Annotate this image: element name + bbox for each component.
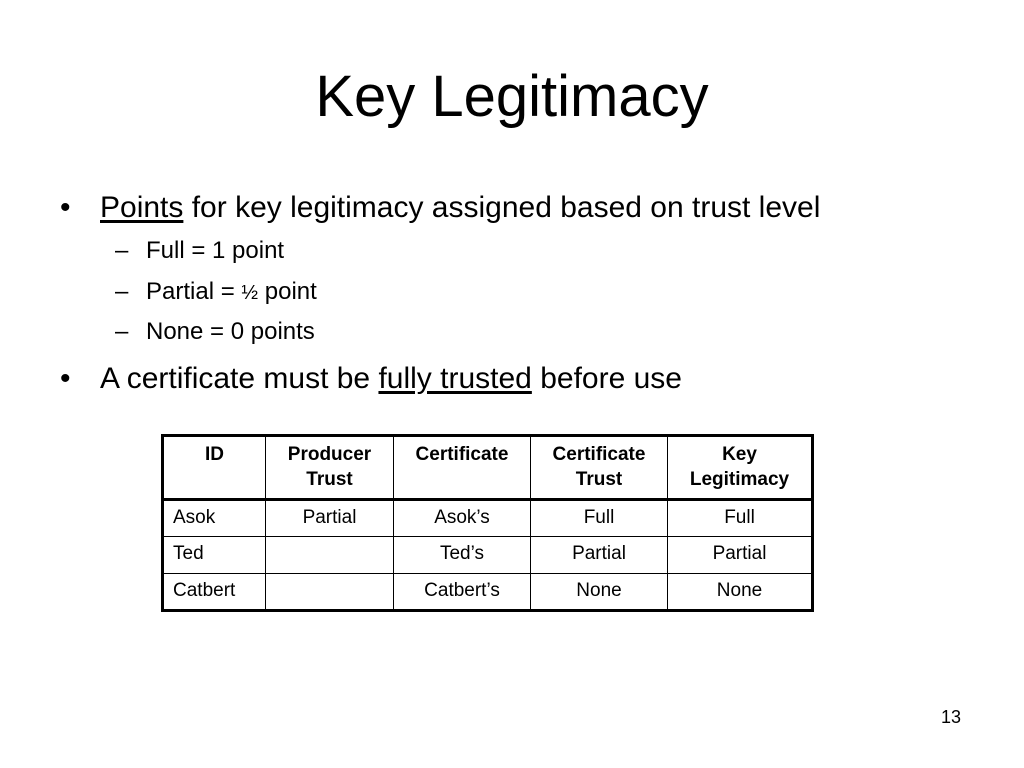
slide-title: Key Legitimacy (315, 64, 709, 129)
table-row (163, 574, 813, 611)
table-cell: Partial (266, 500, 394, 537)
header-text: Certificate (552, 444, 646, 465)
header-certificate (394, 436, 531, 500)
table-cell: Full (668, 500, 813, 537)
table-cell: None (531, 574, 668, 611)
bullet-text: for key legitimacy assigned based on trust level (183, 191, 821, 224)
table-cell: Ted’s (394, 537, 531, 574)
bullet-fully-trusted (60, 361, 682, 397)
header-text: Key (722, 444, 757, 465)
table-cell (266, 537, 394, 574)
header-text: Producer (287, 444, 372, 465)
header-text: Trust (306, 469, 353, 490)
bullet-marker: • (60, 191, 71, 224)
table-cell: Catbert’s (394, 574, 531, 611)
table-cell: Partial (668, 537, 813, 574)
table-cell: Asok (163, 500, 266, 537)
key-legitimacy-table (161, 434, 814, 612)
bullet-text-pre: A certificate must be (100, 362, 379, 395)
table-row (163, 537, 813, 574)
sub-bullet-full (115, 236, 285, 266)
sub-bullet-marker: – (115, 318, 129, 345)
header-text: Legitimacy (689, 469, 790, 490)
sub-bullet-text: Full = 1 point (146, 237, 285, 264)
bullet-points-assigned (60, 190, 821, 226)
header-text: Certificate (415, 444, 509, 465)
half-fraction: ½ (241, 282, 259, 304)
page-number: 13 (940, 707, 961, 727)
sub-bullet-text-post: point (258, 278, 317, 305)
header-producer-trust (266, 436, 394, 500)
header-id (163, 436, 266, 500)
table-cell: Catbert (163, 574, 266, 611)
table-cell: Asok’s (394, 500, 531, 537)
table-cell: None (668, 574, 813, 611)
sub-bullet-marker: – (115, 237, 129, 264)
bullet-marker: • (60, 362, 71, 395)
table-cell: Full (531, 500, 668, 537)
points-underlined-text: Points (100, 191, 184, 224)
bullet-text-post: before use (531, 362, 682, 395)
sub-bullet-text-pre: Partial = (146, 278, 242, 305)
header-text: ID (205, 444, 224, 465)
table-cell: Ted (163, 537, 266, 574)
sub-bullet-none (115, 317, 315, 347)
table-header-row (163, 436, 813, 500)
sub-bullet-text: None = 0 points (146, 318, 315, 345)
sub-bullet-partial (115, 277, 317, 308)
table-row (163, 500, 813, 537)
sub-bullet-marker: – (115, 278, 129, 305)
header-text: Trust (575, 469, 623, 490)
header-key-legitimacy (668, 436, 813, 500)
fully-trusted-underlined-text: fully trusted (378, 362, 532, 395)
table-cell: Partial (531, 537, 668, 574)
header-certificate-trust (531, 436, 668, 500)
table-cell (266, 574, 394, 611)
